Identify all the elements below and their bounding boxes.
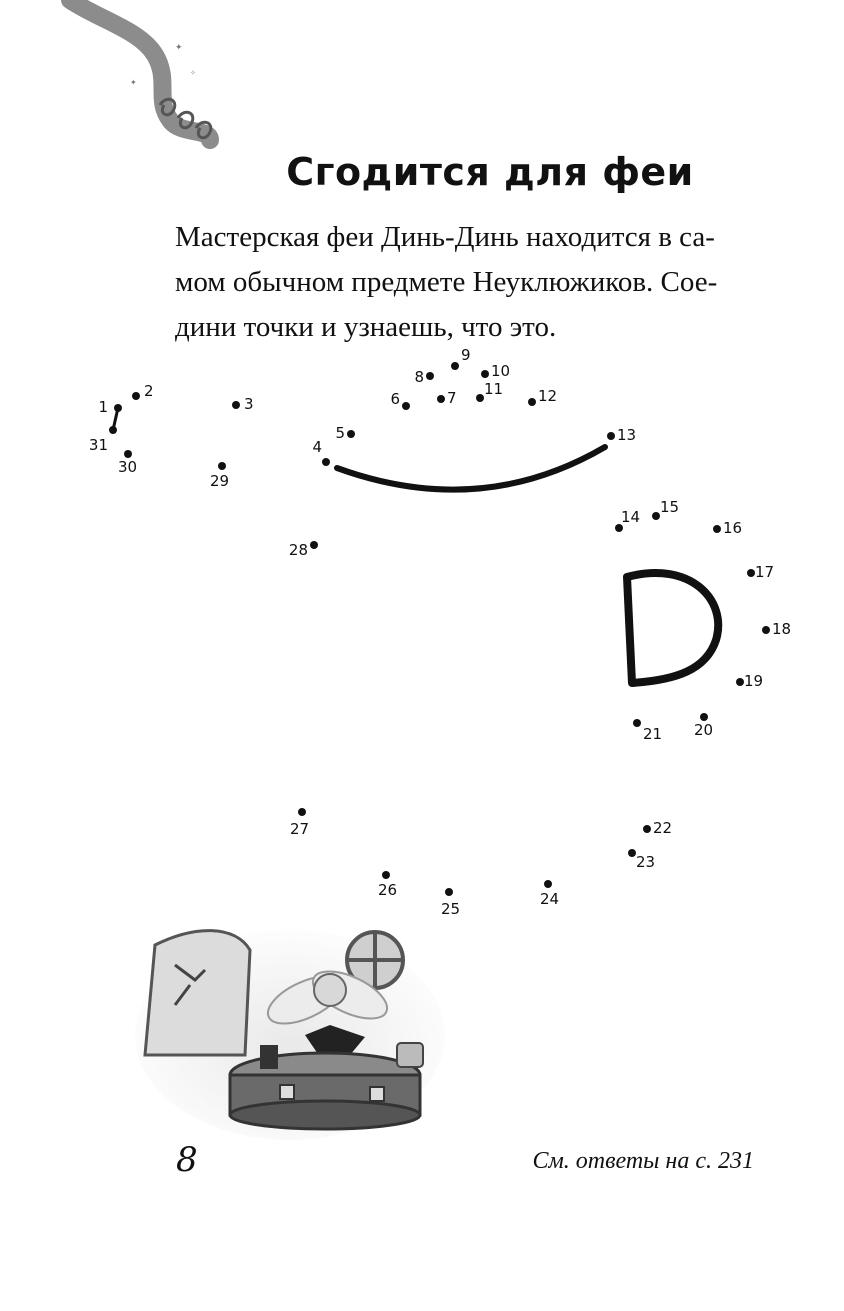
dot-15 bbox=[652, 498, 679, 520]
dot-point bbox=[382, 871, 390, 879]
dot-11 bbox=[476, 380, 503, 402]
dot-point bbox=[736, 678, 744, 686]
dot-label: 10 bbox=[491, 362, 511, 380]
dot-19 bbox=[736, 672, 763, 690]
dot-label: 3 bbox=[244, 395, 254, 413]
dot-point bbox=[109, 426, 117, 434]
dot-label: 30 bbox=[118, 458, 138, 476]
dot-label: 23 bbox=[636, 853, 656, 871]
dot-point bbox=[437, 395, 445, 403]
dot-7 bbox=[437, 389, 457, 407]
dot-label: 20 bbox=[694, 721, 714, 739]
dot-16 bbox=[713, 519, 742, 537]
dot-label: 7 bbox=[447, 389, 457, 407]
dot-label: 12 bbox=[538, 387, 558, 405]
dot-28 bbox=[289, 541, 318, 559]
dot-point bbox=[476, 394, 484, 402]
dot-point bbox=[607, 432, 615, 440]
dot-21 bbox=[633, 719, 662, 743]
dot-point bbox=[544, 880, 552, 888]
dot-17 bbox=[747, 563, 774, 581]
dot-label: 5 bbox=[335, 424, 345, 442]
dot-label: 6 bbox=[390, 390, 400, 408]
dot-27 bbox=[290, 808, 309, 838]
dot-26 bbox=[378, 871, 397, 899]
intro-line: мом обычном предмете Неуклюжиков. Сое- bbox=[175, 266, 718, 298]
dot-label: 24 bbox=[540, 890, 560, 908]
dot-4 bbox=[312, 438, 330, 466]
dot-14 bbox=[615, 508, 640, 532]
dot-3 bbox=[232, 395, 254, 413]
dot-6 bbox=[390, 390, 410, 410]
dot-label: 28 bbox=[288, 541, 308, 559]
dot-point bbox=[643, 825, 651, 833]
dot-label: 29 bbox=[210, 472, 230, 490]
dot-point bbox=[481, 370, 489, 378]
dot-22 bbox=[643, 819, 672, 837]
given-arc bbox=[337, 447, 605, 490]
dot-label: 9 bbox=[461, 346, 471, 364]
dot-point bbox=[310, 541, 318, 549]
dot-point bbox=[628, 849, 636, 857]
dot-point bbox=[633, 719, 641, 727]
dot-point bbox=[713, 525, 721, 533]
dot-point bbox=[347, 430, 355, 438]
dot-point bbox=[232, 401, 240, 409]
page-title: Сгодится для феи bbox=[286, 150, 694, 194]
dot-31 bbox=[89, 426, 117, 454]
dot-23 bbox=[628, 849, 655, 871]
dot-9 bbox=[451, 346, 471, 370]
dot-label: 17 bbox=[755, 563, 775, 581]
dot-label: 1 bbox=[98, 398, 108, 416]
dot-5 bbox=[335, 424, 355, 442]
dot-point bbox=[124, 450, 132, 458]
dot-label: 21 bbox=[643, 725, 663, 743]
dot-point bbox=[114, 404, 122, 412]
dot-8 bbox=[414, 368, 434, 386]
dot-label: 31 bbox=[88, 436, 108, 454]
svg-text:✦: ✦ bbox=[130, 78, 137, 87]
dot-29 bbox=[210, 462, 229, 490]
answer-reference: См. ответы на с. 231 bbox=[532, 1148, 754, 1174]
handle-shape bbox=[627, 573, 718, 683]
dot-point bbox=[298, 808, 306, 816]
intro-line: Мастерская феи Динь-Динь находится в са- bbox=[175, 221, 715, 253]
dot-label: 19 bbox=[744, 672, 764, 690]
dot-point bbox=[322, 458, 330, 466]
dot-point bbox=[445, 888, 453, 896]
dot-label: 14 bbox=[621, 508, 641, 526]
dot-2 bbox=[132, 382, 154, 400]
dot-12 bbox=[528, 387, 557, 406]
dot-label: 16 bbox=[723, 519, 743, 537]
dot-point bbox=[218, 462, 226, 470]
dot-label: 8 bbox=[414, 368, 424, 386]
dot-label: 2 bbox=[144, 382, 154, 400]
dot-label: 18 bbox=[772, 620, 792, 638]
dot-10 bbox=[481, 362, 510, 380]
dot-25 bbox=[441, 888, 460, 918]
dot-18 bbox=[762, 620, 791, 638]
dot-point bbox=[700, 713, 708, 721]
intro-line: дини точки и узнаешь, что это. bbox=[175, 311, 557, 343]
dot-point bbox=[132, 392, 140, 400]
dot-point bbox=[762, 626, 770, 634]
dot-label: 27 bbox=[290, 820, 310, 838]
dot-label: 22 bbox=[653, 819, 673, 837]
dot-label: 25 bbox=[441, 900, 461, 918]
dot-label: 26 bbox=[378, 881, 398, 899]
dot-point bbox=[451, 362, 459, 370]
dot-30 bbox=[118, 450, 137, 476]
dot-point bbox=[528, 398, 536, 406]
dot-24 bbox=[540, 880, 559, 908]
dot-point bbox=[402, 402, 410, 410]
dot-1 bbox=[98, 398, 122, 416]
dot-label: 15 bbox=[660, 498, 680, 516]
workshop-illustration bbox=[135, 925, 445, 1140]
dot-label: 4 bbox=[312, 438, 322, 456]
dot-point bbox=[652, 512, 660, 520]
dot-20 bbox=[694, 713, 713, 739]
dot-point bbox=[747, 569, 755, 577]
dot-label: 13 bbox=[617, 426, 637, 444]
dot-point bbox=[426, 372, 434, 380]
svg-text:✧: ✧ bbox=[190, 69, 196, 77]
dot-13 bbox=[607, 426, 636, 444]
dot-label: 11 bbox=[484, 380, 504, 398]
page-number: 8 bbox=[176, 1140, 198, 1180]
svg-text:✦: ✦ bbox=[175, 43, 183, 53]
